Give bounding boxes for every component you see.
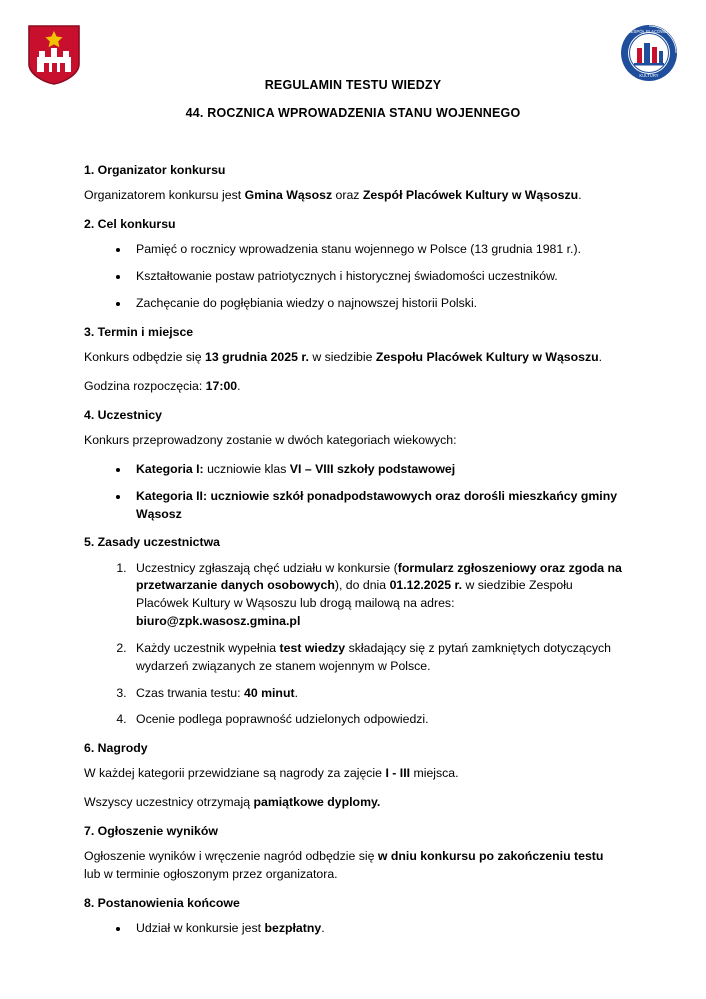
emphasis-text: Zespół Placówek Kultury w Wąsoszu <box>362 188 579 203</box>
document-title <box>0 0 706 122</box>
plain-text: Godzina rozpoczęcia: <box>84 379 206 393</box>
section-paragraph <box>84 349 622 367</box>
emphasis-text: Gmina Wąsosz <box>244 188 333 203</box>
plain-text: uczniowie klas <box>203 461 290 476</box>
title-line-1: REGULAMIN TESTU WIEDZY <box>264 78 442 92</box>
emphasis-text: formularz zgłoszeniowy oraz zgoda na przetwarzanie danych osobowych <box>136 560 622 593</box>
document-section <box>84 162 622 205</box>
emphasis-text: Kategoria II: uczniowie szkół ponadpodstawowych oraz dorośli mieszkańcy gminy Wąsosz <box>136 488 618 521</box>
list-item <box>130 920 622 938</box>
section-heading: 8. Postanowienia końcowe <box>84 895 240 910</box>
plain-text: Kształtowanie postaw patriotycznych i historycznej świadomości uczestników. <box>136 269 558 284</box>
bullet-list <box>84 241 622 312</box>
plain-text: oraz <box>332 188 363 203</box>
document-section <box>84 895 622 938</box>
emphasis-text: 01.12.2025 r. <box>389 578 463 593</box>
plain-text: Uczestnicy zgłaszają chęć udziału w konkursie ( <box>136 560 398 575</box>
list-item <box>130 711 622 729</box>
emphasis-text: pamiątkowe dyplomy. <box>253 795 381 810</box>
section-paragraph <box>84 378 622 396</box>
section-heading: 5. Zasady uczestnictwa <box>84 535 221 550</box>
section-paragraph <box>84 848 622 884</box>
section-paragraph <box>84 432 622 450</box>
plain-text: . <box>294 685 298 700</box>
emphasis-text: VI – VIII szkoły podstawowej <box>289 461 456 476</box>
emphasis-text: w dniu konkursu po zakończeniu testu <box>377 849 604 864</box>
emphasis-text: 40 minut <box>243 685 295 700</box>
plain-text: Organizatorem konkursu jest <box>84 188 245 203</box>
plain-text: Czas trwania testu: <box>136 685 244 700</box>
emphasis-text: Kategoria I: <box>136 461 204 476</box>
section-heading: 2. Cel konkursu <box>84 217 176 232</box>
plain-text: . <box>321 921 325 936</box>
bullet-list <box>84 461 622 523</box>
plain-text: Każdy uczestnik wypełnia <box>136 640 280 655</box>
list-item <box>130 268 622 286</box>
plain-text: składający się z pytań zamkniętych dotyczących wydarzeń związanych ze stanem wojennym w Polsce. <box>136 640 612 673</box>
plain-text: . <box>578 188 582 203</box>
emphasis-text: I - III <box>385 766 411 781</box>
document-section <box>84 740 622 812</box>
section-paragraph <box>84 187 622 205</box>
plain-text: w siedzibie Zespołu Placówek Kultury w Wąsoszu lub drogą mailową na adres: <box>136 578 573 611</box>
plain-text: . <box>598 350 603 365</box>
plain-text: Konkurs odbędzie się <box>84 350 205 365</box>
emphasis-text: 17:00 <box>205 379 238 393</box>
plain-text: Wszyscy uczestnicy otrzymają <box>84 795 254 810</box>
plain-text: Zachęcanie do pogłębiania wiedzy o najnowszej historii Polski. <box>136 296 478 311</box>
plain-text: Konkurs przeprowadzony zostanie w dwóch kategoriach wiekowych: <box>84 433 457 448</box>
plain-text: Pamięć o rocznicy wprowadzenia stanu wojennego w Polsce (13 grudnia 1981 r.). <box>136 242 581 257</box>
emphasis-text: biuro@zpk.wasosz.gmina.pl <box>136 614 301 629</box>
list-item <box>130 560 622 631</box>
plain-text: Ogłoszenie wyników i wręczenie nagród odbędzie się <box>84 849 378 864</box>
bullet-list <box>84 920 622 938</box>
document-section <box>84 216 622 313</box>
plain-text: ), do dnia <box>334 578 390 593</box>
plain-text: . <box>237 379 241 393</box>
document-body <box>0 122 706 938</box>
list-item <box>130 241 622 259</box>
svg-text:ZESPÓŁ PLACÓWEK: ZESPÓŁ PLACÓWEK <box>628 29 670 34</box>
list-item <box>130 488 622 524</box>
document-section <box>84 823 622 884</box>
plain-text: lub w terminie ogłoszonym przez organizatora. <box>84 867 338 882</box>
document-section <box>84 534 622 729</box>
emphasis-text: Zespołu Placówek Kultury w Wąsoszu <box>375 350 599 365</box>
section-heading: 1. Organizator konkursu <box>84 163 226 178</box>
plain-text: Ocenie podlega poprawność udzielonych odpowiedzi. <box>136 712 429 727</box>
plain-text: miejsca. <box>410 766 459 781</box>
herb-gminy-wasosz-icon <box>27 24 81 86</box>
title-line-2: 44. ROCZNICA WPROWADZENIA STANU WOJENNEGO <box>185 106 521 121</box>
section-heading: 4. Uczestnicy <box>84 407 162 422</box>
list-item <box>130 295 622 313</box>
section-heading: 3. Termin i miejsce <box>84 324 194 339</box>
svg-text:KULTURY: KULTURY <box>639 73 659 78</box>
list-item <box>130 685 622 703</box>
plain-text: w siedzibie <box>308 350 376 365</box>
section-heading: 6. Nagrody <box>84 741 148 756</box>
document-section <box>84 324 622 396</box>
plain-text: W każdej kategorii przewidziane są nagrody za zajęcie <box>84 766 386 781</box>
plain-text: Udział w konkursie jest <box>136 921 265 936</box>
numbered-list <box>84 560 622 730</box>
section-heading: 7. Ogłoszenie wyników <box>84 824 218 839</box>
zespol-placowek-kultury-logo-icon <box>620 24 678 82</box>
section-paragraph <box>84 765 622 783</box>
emphasis-text: bezpłatny <box>264 921 322 936</box>
section-paragraph <box>84 794 622 812</box>
emphasis-text: test wiedzy <box>279 640 346 655</box>
document-section <box>84 407 622 524</box>
emphasis-text: 13 grudnia 2025 r. <box>205 350 309 365</box>
list-item <box>130 461 622 479</box>
list-item <box>130 640 622 676</box>
